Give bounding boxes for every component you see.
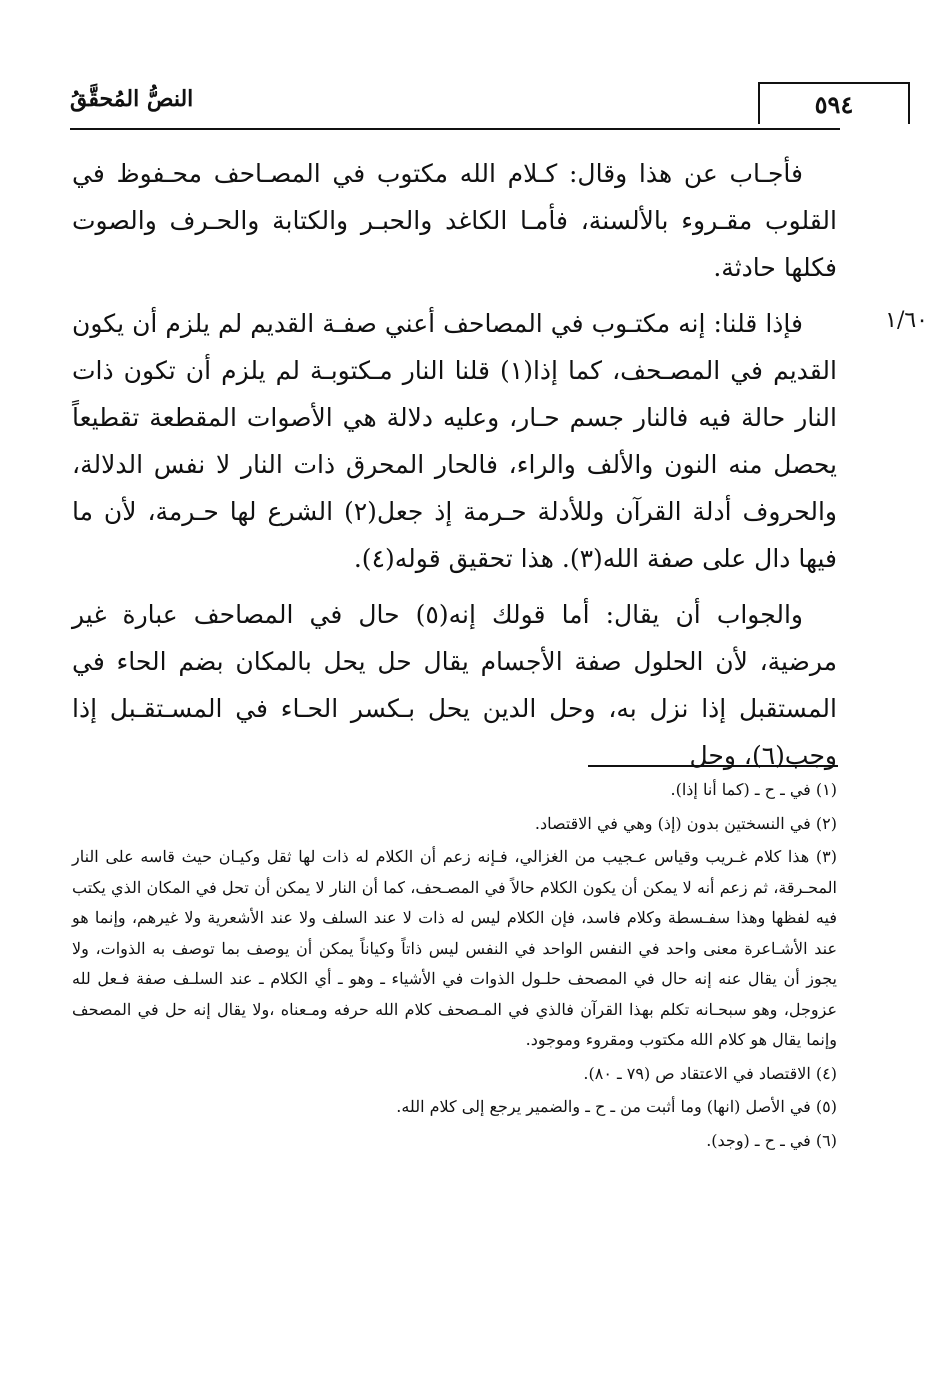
footnote: (١) في ـ ح ـ (كما أنا إذا). (670, 780, 837, 799)
paragraph: والجواب أن يقال: أما قولك إنه(٥) حال في المصاحف عبارة غير مرضية، لأن الحلول صفة الأجسام يقال حل يحل بالمكان بضم الحاء في المستقبل إذا نزل به، وحل الدين يحل بـكسر الحـاء في المسـتقـبل إذا وجب(٦)، وحل (72, 600, 837, 770)
footnote: (٥) في الأصل (انها) وما أثبت من ـ ح ـ والضمير يرجع إلى كلام الله. (396, 1097, 837, 1116)
manuscript-folio-ref: ١/٦٠ (885, 308, 928, 333)
footnote-separator (588, 765, 838, 767)
paragraph: فإذا قلنا: إنه مكتـوب في المصاحف أعني صفـة القديم لم يلزم أن يكون القديم في المصـحف، كما إذا(١) قلنا النار مـكتوبـة لم يلزم أن تكون ذات النار حالة فيه فالنار جسم حـار، وعليه دلالة هي الأصوات المقطعة تقطيعاً يحصل منه النون والألف والراء، فالحار المحرق ذات النار لا نفس الدلالة، والحروف أدلة القرآن وللأدلة حـرمة إذ جعل(٢) الشرع لها حـرمة، لأن ما فيها دال على صفة الله(٣). هذا تحقيق قوله(٤). (72, 309, 837, 573)
footnote: (٤) الاقتصاد في الاعتقاد ص (٧٩ ـ ٨٠). (583, 1063, 837, 1083)
footnotes (72, 775, 837, 1159)
footnote: (٣) هذا كلام غـريب وقياس عـجيب من الغزالي، فـإنه زعم أن الكلام له ذات لها ثقل وكيـان حيث قاسه على النار المحـرقة، ثم زعم أنه لا يمكن أن يكون الكلام حالاً في المصـحف، كما أن النار لا يمكن أن تحل في المكان الذي يكتب فيه لفظها وهذا سفـسطة وكلام فاسد، فإن الكلام ليس له ذات لا عند السلف ولا عند الأشعرية ولا غيرهم، وإنما هو عند الأشـاعرة معنى واحد في النفس الواحد في النفس ليس ذاتاً وكياناً يمكن أن يوصف بما توصف به الذوات، ولا يجوز أن يقال عنه إنه حال في المصحف حلـول الذوات في الأشياء ـ وهو ـ أي الكلام ـ عند السلـف صفة فـعل لله عزوجل، وهو سبحـانه تكلم بهذا القرآن فالذي في المـصحف كلام الله حرفه ومـعناه ،ولا يقال إنه حل في المصحف وإنما يقال هو كلام الله مكتوب ومقروء وموجود. (72, 847, 838, 1049)
main-text (72, 150, 837, 788)
running-title: النصُّ المُحقَّقُ (70, 86, 194, 112)
paragraph: فأجـاب عن هذا وقال: كـلام الله مكتوب في المصـاحف محـفوظ في القلوب مقـروء بالألسنة، فأمـا الكاغد والحبـر والكتابة والحـرف والصوت فكلها حادثة. (72, 159, 837, 282)
page-header (70, 76, 854, 130)
page-number: ٥٩٤ (758, 82, 910, 124)
footnote: (٢) في النسختين بدون (إذ) وهي في الاقتصاد. (534, 813, 837, 833)
footnote: (٦) في ـ ح ـ (وجد). (706, 1130, 837, 1150)
